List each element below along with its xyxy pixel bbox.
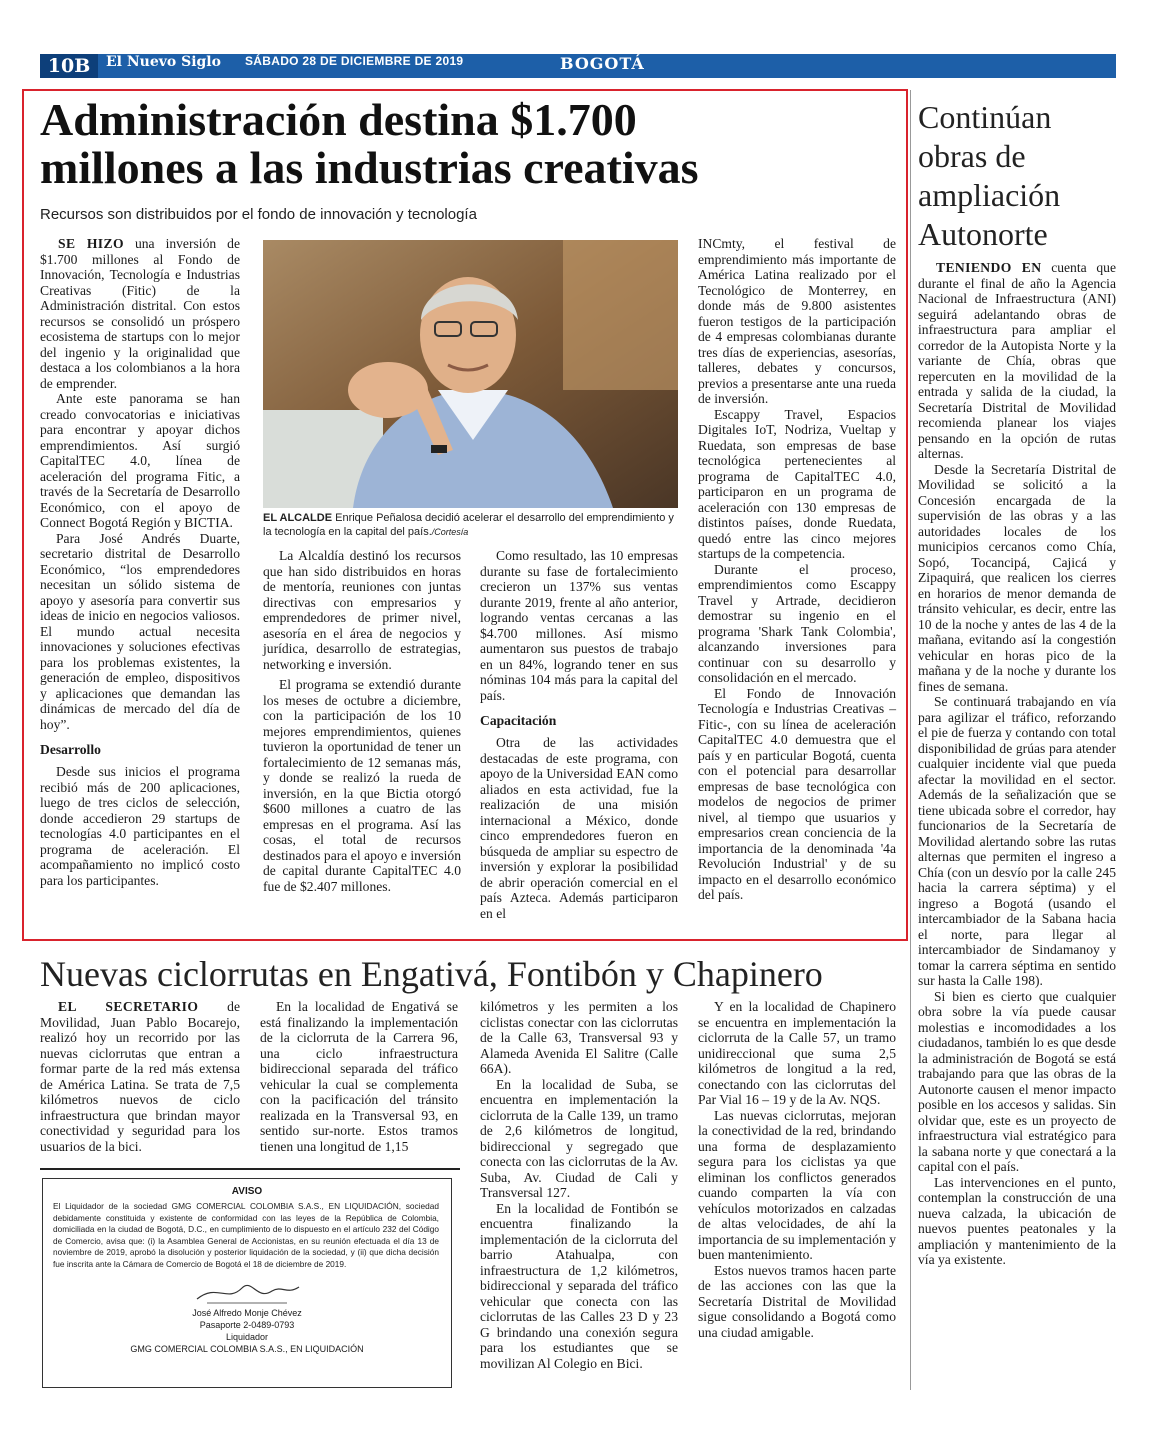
paragraph: Durante el proceso, emprendimientos como Escappy Travel y Artrade, decidieron demostrar su ingenio en el programa 'Shark Tank Colombia', alcanzando inversiones para continuar con su desarrollo y consolidación en el mercado.	[698, 561, 896, 685]
legal-notice-box	[42, 1178, 452, 1388]
bike-lanes-headline: Nuevas ciclorrutas en Engativá, Fontibón y Chapinero	[40, 954, 823, 994]
paragraph: Como resultado, las 10 empresas durante su fase de fortalecimiento crecieron un 137% sus ventas durante 2019, frente al año anterior, logrando ventas cercanas a las $4.700 millones. Así mismo aumentaron sus puestos de trabajo en un 84%, logrando tener en sus nóminas 104 más para la capital del país.	[480, 548, 678, 703]
bike-column-3	[480, 999, 678, 1371]
side-article-body	[918, 260, 1116, 1268]
paragraph: Otra de las actividades destacadas de este programa, con apoyo de la Universidad EAN como aliados en esta actividad, fue la realización de una misión internacional a México, donde cinco emprendedores fueron en búsqueda de ampliar su espectro de inversión y explorar la posibilidad de abrir operación comercial en el país Azteca. Además participaron en el	[480, 735, 678, 921]
paragraph: La Alcaldía destinó los recursos que han sido distribuidos en horas de mentoría, reuniones con juntas directivas con empresarios y emprendedores de primer nivel, asesoría en el área de negocios y jurídica, desarrollo de estrategias, networking e inversión.	[263, 548, 461, 672]
caption-text: Enrique Peñalosa decidió acelerar el desarrollo del emprendimiento y la tecnología en la capital del país.	[263, 512, 674, 538]
paragraph: Escappy Travel, Espacios Digitales IoT, Nodriza, Vueltap y Ruedata, son empresas de base tecnológica pertenecientes al programa de CapitalTEC 4.0, participaron en un programa de aceleración con 130 empresas de distintos países, donde Ruedata, quedó entre las cinco mejores startups de la competencia.	[698, 406, 896, 561]
paragraph: Para José Andrés Duarte, secretario distrital de Desarrollo Económico, “los emprendedores necesitan un sólido sistema de apoyo y asesoría para convertir sus ideas de inicio en negocios valiosos. El mundo actual necesita innovaciones y soluciones efectivas para los problemas existentes, la generación de empleo, dispositivos y aplicaciones que demandan las dinámicas de mercado del día de hoy”.	[40, 530, 240, 732]
article-lead-in: TENIENDO EN	[936, 260, 1042, 275]
subheading: Capacitación	[480, 713, 557, 728]
side-headline: Continúan obras de ampliación Autonorte	[918, 99, 1061, 252]
notice-title: AVISO	[231, 1186, 263, 1197]
paragraph: kilómetros y les permiten a los ciclistas conectar con las ciclorrutas de la Calle 63, Transversal 93 y Alameda Avenida El Salitre (Calle 66A).	[480, 999, 678, 1076]
paragraph: de Movilidad, Juan Pablo Bocarejo, realizó hoy un recorrido por las nuevas ciclorrutas que entran a formar parte de la red más extensa de América Latina. Se trata de 7,5 kilómetros nuevos de ciclo infraestructura que brindan mayor conectividad y seguridad para los usuarios de la bici.	[40, 999, 240, 1154]
paragraph: Las nuevas ciclorrutas, mejoran la conectividad de la red, brindando una forma de desplazamiento segura para los ciclistas ya que eliminan los conflictos generados cuando comparten la vía con vehículos motorizados en calzadas de altas velocidades, de ahí la importancia de su implementación y buen mantenimiento.	[698, 1107, 896, 1262]
paragraph: El programa se extendió durante los meses de octubre a diciembre, con la participación de los 10 mejores emprendimientos, quienes tuvieron la oportunidad de tener un fortalecimiento de 12 semanas más, y donde se realizó la rueda de inversión, en la que Bictia otorgó $600 millones a cuatro de las empresas en el programa. Así las cosas, el total de recursos destinados para el apoyo e inversión de capital durante CapitalTEC 4.0 fue de $2.407 millones.	[263, 677, 461, 894]
photo-credit: /Cortesía	[431, 527, 469, 537]
subheading: Desarrollo	[40, 742, 101, 757]
main-subheadline: Recursos son distribuidos por el fondo de innovación y tecnología	[40, 206, 477, 223]
caption-lead: EL ALCALDE	[263, 512, 333, 524]
paragraph: Si bien es cierto que cualquier obra sobre la vía puede causar molestias e incomodidades a los ciudadanos, también lo es que desde la administración de Bogotá se está trabajando para que las obras de la Autonorte causen el menor impacto posible en los accesos y salidas. Sin olvidar que, este es un proyecto de infraestructura vial estratégico para la sabana norte y que conectará a la capital con el país.	[918, 988, 1116, 1174]
signer-name: José Alfredo Monje Chévez	[192, 1307, 302, 1318]
paragraph: cuenta que durante el final de año la Agencia Nacional de Infraestructura (ANI) seguirá adelantando obras de infraestructura para ampliar el corredor de la Autopista Norte y la variante de Chía, obras que repercuten en la movilidad de la entrada y salida de la ciudad, la Secretaría Distrital de Movilidad recomienda planear los viajes pensando en la opción de rutas alternas.	[918, 260, 1116, 461]
signer-company: GMG COMERCIAL COLOMBIA S.A.S., EN LIQUIDACIÓN	[130, 1343, 364, 1354]
bike-column-4	[698, 999, 896, 1340]
signer-role: Liquidador	[225, 1331, 269, 1342]
paragraph: Y en la localidad de Chapinero se encuentra en implementación la ciclorruta de la Calle 57, un tramo unidireccional que suma 2,5 kilómetros de longitud a la red, conectando con las ciclorrutas del Par Vial 16 – 19 y de la Av. NQS.	[698, 999, 896, 1107]
paragraph: Ante este panorama se han creado convocatorias e iniciativas para encontrar y apoyar dichos emprendimientos. Así surgió CapitalTEC 4.0, línea de aceleración del programa Fitic, a través de la Secretaría de Desarrollo Económico, con el apoyo de Connect Bogotá Región y BICTIA.	[40, 391, 240, 530]
paragraph: Desde sus inicios el programa recibió más de 200 aplicaciones, luego de tres ciclos de selección, donde accedieron 29 startups de tecnologías 4.0 participantes en el programa de aceleración. El acompañamiento no implicó costo para los participantes.	[40, 764, 240, 888]
page-header-band	[40, 54, 1116, 78]
paragraph: Se continuará trabajando en vía para agilizar el tráfico, reforzando el pie de fuerza y contando con total disponibilidad de grúas para atender cualquier incidente vial que pueda afectar la movilidad en el sector. Además de la señalización que se tiene ubicada sobre el corredor, hay funcionarios de la Secretaría de Movilidad alertando sobre las rutas alternas que permiten el ingreso a Chía (con un desvío por la calle 245 hacia la carrera séptima) y el ingreso a Bogotá (usando el intercambiador de la Sabana hacia el norte, para llegar al intercambiador de Sindamanoy y tomar la carrera séptima en sentido sur hasta la Calle 198).	[918, 694, 1116, 988]
mayor-photo	[263, 240, 678, 508]
page-number: 10B	[40, 54, 98, 78]
paragraph: INCmty, el festival de emprendimiento más importante de América Latina realizado por el Tecnológico de Monterrey, en donde más de 9.800 asistentes fueron testigos de la participación de 4 empresas colombianas durante tres días de experiencias, asesorías, talleres, debates y concursos, previos a presentarse ante una rueda de inversión.	[698, 236, 896, 406]
photo-caption	[263, 511, 678, 539]
main-column-3	[480, 548, 678, 921]
masthead: El Nuevo Siglo	[106, 54, 221, 70]
notice-separator	[40, 1168, 460, 1170]
paragraph: Las intervenciones en el punto, contemplan la construcción de una nueva calzada, la ubicación de nuevos puentes peatonales y la ampliación y mantenimiento de la vía ya existente.	[918, 1174, 1116, 1267]
signature-icon	[187, 1273, 307, 1307]
article-lead-in: SE HIZO	[58, 236, 124, 251]
bike-column-2	[260, 999, 458, 1154]
main-column-4	[698, 236, 896, 903]
paragraph: Desde la Secretaría Distrital de Movilidad se solicitó a la Concesión encargada de la supervisión de las obras y a las autoridades locales de los municipios cercanos como Chía, Sopó, Tocancipá, Cajicá y Zipaquirá, que realicen los cierres en horarios de menor demanda de tránsito vehicular, es decir, entre las 10 de la noche y antes de las 4 de la mañana, evitando así la congestión vehicular en horas pico de la mañana y de la noche y durante los fines de semana.	[918, 461, 1116, 694]
mayor-photo-illustration	[263, 240, 678, 508]
notice-body: El Liquidador de la sociedad GMG COMERCIAL COLOMBIA S.A.S., EN LIQUIDACIÓN, sociedad debidamente constituida y existente de conformidad con las leyes de la República de Colombia, domiciliada en la ciudad de Bogotá, D.C., en cumplimiento de lo dispuesto en el artículo 232 del Código de Comercio, avisa que: (i) la Asamblea General de Accionistas, en su reunión efectuada el día 13 de noviembre de 2019, aprobó la disolución y posterior liquidación de la sociedad, y (ii) que dicha decisión fue inscrita ante la Cámara de Comercio de Bogotá el 18 de diciembre de 2019.	[53, 1201, 439, 1269]
main-headline	[40, 96, 900, 193]
main-column-1	[40, 236, 240, 888]
signer-passport: Pasaporte 2-0489-0793	[199, 1319, 295, 1330]
paragraph: En la localidad de Suba, se encuentra en implementación la ciclorruta de la Calle 139, un tramo de 2,6 kilómetros de longitud, bidireccional y segregado que conecta con las ciclorrutas de la Av. Suba, Av. Ciudad de Cali y Transversal 127.	[480, 1076, 678, 1200]
article-lead-in: EL SECRETARIO	[58, 999, 199, 1014]
bike-column-1	[40, 999, 240, 1154]
paragraph: En la localidad de Fontibón se encuentra finalizando la implementación de la ciclorruta del barrio Atahualpa, con infraestructura de 1,2 kilómetros, bidireccional y separada del tráfico vehicular que conecta con las ciclorrutas de las Calles 23 D y 23 G brindando una conexión segura para los estudiantes que se movilizan Al Colegio en Bici.	[480, 1200, 678, 1371]
paragraph: una inversión de $1.700 millones al Fondo de Innovación, Tecnología e Industrias Creativas (Fitic) de la Administración distrital. Con estos recursos se consolidó un próspero ecosistema de startups con lo mejor del ingenio y la originalidad que destaca a los colombianos a la hora de emprender.	[40, 236, 240, 391]
issue-date: SÁBADO 28 DE DICIEMBRE DE 2019	[245, 54, 464, 68]
main-headline-line-2: millones a las industrias creativas	[40, 142, 699, 194]
main-headline-line-1: Administración destina $1.700	[40, 94, 637, 145]
section-title: BOGOTÁ	[560, 54, 645, 73]
paragraph: El Fondo de Innovación Tecnología e Industrias Creativas – Fitic-, con su línea de aceleración CapitalTEC 4.0 demuestra que el país y en particular Bogotá, cuenta con el potencial para desarrollar empresas de base tecnológica con modelos de negocios de primer nivel, al tiempo que usuarios y empresarios crean conciencia de la importancia de la denominada '4a Revolución Industrial' y de su impacto en el desarrollo económico del país.	[698, 685, 896, 902]
column-divider	[910, 90, 911, 1390]
paragraph: Estos nuevos tramos hacen parte de las acciones con las que la Secretaría Distrital de Movilidad sigue consolidando a Bogotá como una ciudad amigable.	[698, 1262, 896, 1340]
paragraph: En la localidad de Engativá se está finalizando la implementación de la ciclorruta de la Carrera 96, una ciclo infraestructura bidireccional separada del tráfico vehicular la cual se complementa con la pacificación del tránsito realizada en la Transversal 93, en sentido sur-norte. Estos tramos tienen una longitud de 1,15	[260, 999, 458, 1154]
main-column-2	[263, 548, 461, 894]
